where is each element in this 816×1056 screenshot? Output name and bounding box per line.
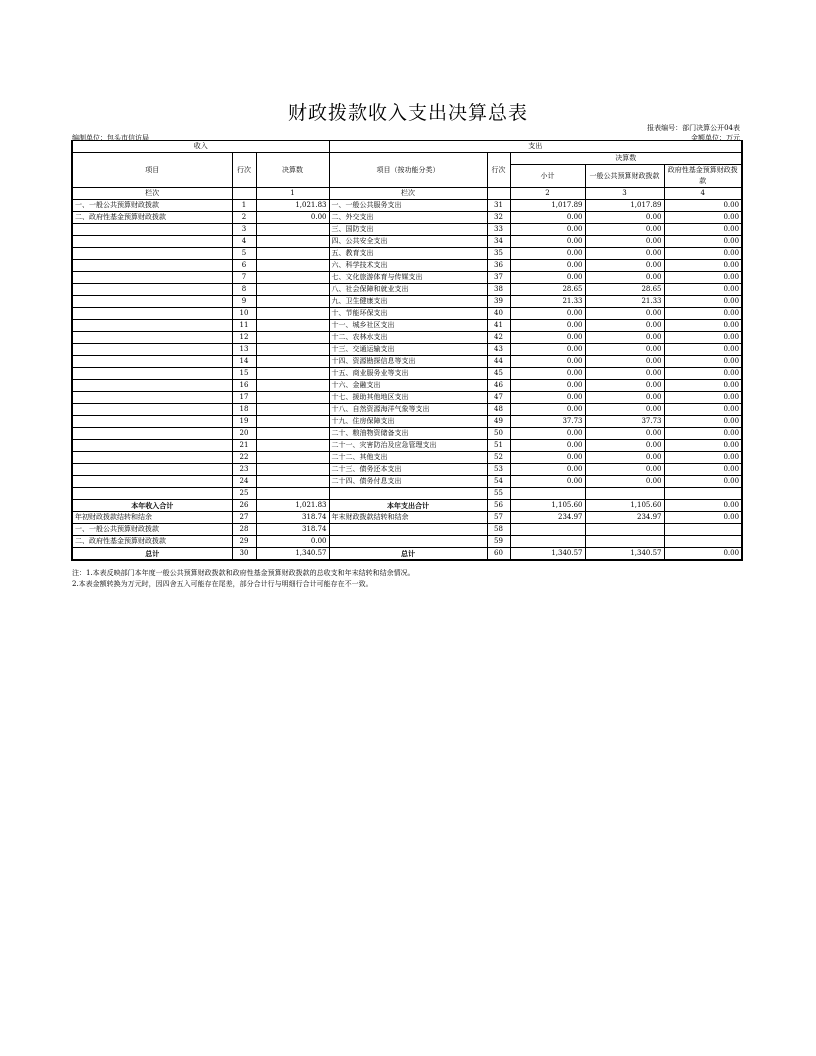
income-item	[72, 368, 232, 380]
amount-unit: 金额单位：万元	[691, 134, 740, 142]
expense-line-no: 35	[487, 248, 510, 260]
income-line-no: 1	[232, 200, 256, 212]
table-row	[72, 548, 742, 561]
income-amount	[256, 488, 329, 500]
income-item	[72, 344, 232, 356]
income-amount: 1,021.83	[256, 500, 329, 512]
expense-general-budget: 1,017.89	[585, 200, 664, 212]
table-row	[72, 344, 742, 356]
expense-general-budget: 21.33	[585, 296, 664, 308]
expense-item: 二十三、债务还本支出	[329, 464, 487, 476]
income-line-no: 21	[232, 440, 256, 452]
income-amount	[256, 272, 329, 284]
income-amount: 0.00	[256, 536, 329, 548]
income-amount	[256, 320, 329, 332]
expense-gov-fund: 0.00	[664, 500, 742, 512]
expense-gov-fund: 0.00	[664, 224, 742, 236]
general-budget-header: 一般公共预算财政拨款	[585, 165, 664, 188]
income-line-no: 16	[232, 380, 256, 392]
income-line-no: 25	[232, 488, 256, 500]
table-row	[72, 416, 742, 428]
expense-subtotal: 0.00	[510, 320, 585, 332]
income-amount: 318.74	[256, 512, 329, 524]
expense-item: 二、外交支出	[329, 212, 487, 224]
expense-general-budget: 0.00	[585, 332, 664, 344]
expense-subtotal: 0.00	[510, 332, 585, 344]
table-row	[72, 212, 742, 224]
income-item-header: 项目	[72, 153, 232, 188]
income-item	[72, 440, 232, 452]
income-amount	[256, 416, 329, 428]
expense-gov-fund: 0.00	[664, 320, 742, 332]
report-title: 财政拨款收入支出决算总表	[287, 102, 528, 124]
expense-subtotal	[510, 536, 585, 548]
income-line-no: 18	[232, 404, 256, 416]
expense-item: 三、国防支出	[329, 224, 487, 236]
expense-subtotal: 0.00	[510, 212, 585, 224]
expense-line-no: 41	[487, 320, 510, 332]
expense-item: 十八、自然资源海洋气象等支出	[329, 404, 487, 416]
income-amount	[256, 440, 329, 452]
expense-item: 十七、援助其他地区支出	[329, 392, 487, 404]
income-item: 二、政府性基金预算财政拨款	[72, 212, 232, 224]
income-line-no: 8	[232, 284, 256, 296]
income-amount	[256, 428, 329, 440]
income-line-no: 19	[232, 416, 256, 428]
income-amount	[256, 404, 329, 416]
income-item	[72, 248, 232, 260]
income-amount	[256, 356, 329, 368]
income-line-no: 13	[232, 344, 256, 356]
income-line-no: 27	[232, 512, 256, 524]
expense-header: 支出	[329, 141, 742, 153]
income-item	[72, 452, 232, 464]
expense-general-budget: 0.00	[585, 320, 664, 332]
expense-subtotal: 0.00	[510, 272, 585, 284]
expense-gov-fund: 0.00	[664, 380, 742, 392]
footnote-1: 注：1.本表反映部门本年度一般公共预算财政拨款和政府性基金预算财政拨款的总收支和年末结转和结余情况。	[72, 569, 415, 577]
expense-gov-fund: 0.00	[664, 248, 742, 260]
expense-line-no: 33	[487, 224, 510, 236]
expense-gov-fund: 0.00	[664, 452, 742, 464]
expense-gov-fund: 0.00	[664, 236, 742, 248]
expense-gov-fund: 0.00	[664, 548, 742, 561]
income-amount	[256, 368, 329, 380]
table-row	[72, 464, 742, 476]
footnotes	[72, 568, 415, 590]
expense-line-no: 37	[487, 272, 510, 284]
income-line-no: 11	[232, 320, 256, 332]
expense-line-no: 50	[487, 428, 510, 440]
expense-item: 十四、资源勘探信息等支出	[329, 356, 487, 368]
income-line-no: 23	[232, 464, 256, 476]
expense-line-no: 52	[487, 452, 510, 464]
expense-item: 十三、交通运输支出	[329, 344, 487, 356]
income-line-no: 24	[232, 476, 256, 488]
expense-subtotal: 0.00	[510, 356, 585, 368]
income-line-header: 行次	[232, 153, 256, 188]
income-line-no: 6	[232, 260, 256, 272]
table-row	[72, 224, 742, 236]
income-amount: 0.00	[256, 212, 329, 224]
expense-gov-fund	[664, 524, 742, 536]
expense-general-budget: 0.00	[585, 476, 664, 488]
income-item	[72, 404, 232, 416]
income-line-no: 22	[232, 452, 256, 464]
expense-item: 七、文化旅游体育与传媒支出	[329, 272, 487, 284]
expense-item: 十五、商业服务业等支出	[329, 368, 487, 380]
income-header: 收入	[72, 141, 329, 153]
expense-line-no: 49	[487, 416, 510, 428]
expense-general-budget: 0.00	[585, 392, 664, 404]
expense-general-budget: 0.00	[585, 248, 664, 260]
expense-subtotal: 0.00	[510, 368, 585, 380]
expense-subtotal: 0.00	[510, 476, 585, 488]
expense-general-budget: 0.00	[585, 272, 664, 284]
expense-general-budget: 1,105.60	[585, 500, 664, 512]
empty-cell	[487, 188, 510, 200]
expense-subtotal: 21.33	[510, 296, 585, 308]
table-row	[72, 260, 742, 272]
income-item	[72, 476, 232, 488]
expense-subtotal: 0.00	[510, 224, 585, 236]
income-amount	[256, 260, 329, 272]
expense-line-no: 42	[487, 332, 510, 344]
income-amount: 1,340.57	[256, 548, 329, 561]
expense-general-budget	[585, 536, 664, 548]
expense-line-no: 34	[487, 236, 510, 248]
income-amount	[256, 296, 329, 308]
table-row	[72, 488, 742, 500]
expense-item: 五、教育支出	[329, 248, 487, 260]
column-label-expense: 栏次	[329, 188, 487, 200]
expense-item: 二十二、其他支出	[329, 452, 487, 464]
expense-gov-fund: 0.00	[664, 332, 742, 344]
expense-general-budget: 0.00	[585, 452, 664, 464]
footnote-2: 2.本表金额转换为万元时，因四舍五入可能存在尾差，部分合计行与明细行合计可能存在不一致。	[72, 580, 373, 588]
income-amount-header: 决算数	[256, 153, 329, 188]
expense-subtotal: 0.00	[510, 344, 585, 356]
income-item	[72, 416, 232, 428]
income-item	[72, 236, 232, 248]
income-amount	[256, 284, 329, 296]
expense-line-no: 53	[487, 464, 510, 476]
expense-item: 八、社会保障和就业支出	[329, 284, 487, 296]
expense-item: 十六、金融支出	[329, 380, 487, 392]
table-row	[72, 320, 742, 332]
expense-item: 一、一般公共服务支出	[329, 200, 487, 212]
income-item	[72, 272, 232, 284]
expense-line-no: 60	[487, 548, 510, 561]
table-row	[72, 476, 742, 488]
expense-general-budget: 0.00	[585, 260, 664, 272]
income-item	[72, 296, 232, 308]
expense-general-budget: 0.00	[585, 428, 664, 440]
income-line-no: 14	[232, 356, 256, 368]
income-line-no: 3	[232, 224, 256, 236]
income-line-no: 4	[232, 236, 256, 248]
expense-line-header: 行次	[487, 153, 510, 188]
expense-amount-header: 决算数	[510, 153, 742, 165]
expense-gov-fund: 0.00	[664, 464, 742, 476]
column-number-1: 1	[256, 188, 329, 200]
subtotal-header: 小计	[510, 165, 585, 188]
reporting-organization: 编制单位：包头市信访局	[72, 134, 149, 142]
table-row	[72, 272, 742, 284]
expense-gov-fund	[664, 488, 742, 500]
expense-line-no: 31	[487, 200, 510, 212]
income-item: 一、一般公共预算财政拨款	[72, 200, 232, 212]
expense-item: 九、卫生健康支出	[329, 296, 487, 308]
expense-line-no: 46	[487, 380, 510, 392]
column-number-4: 4	[664, 188, 742, 200]
income-amount: 1,021.83	[256, 200, 329, 212]
expense-subtotal: 1,105.60	[510, 500, 585, 512]
expense-item: 十一、城乡社区支出	[329, 320, 487, 332]
table-row	[72, 236, 742, 248]
table-row	[72, 524, 742, 536]
expense-general-budget: 0.00	[585, 356, 664, 368]
income-amount	[256, 224, 329, 236]
table-row	[72, 452, 742, 464]
table-row	[72, 512, 742, 524]
expense-line-no: 39	[487, 296, 510, 308]
table-row	[72, 284, 742, 296]
income-item: 年初财政拨款结转和结余	[72, 512, 232, 524]
income-amount	[256, 308, 329, 320]
income-line-no: 28	[232, 524, 256, 536]
income-line-no: 26	[232, 500, 256, 512]
table-row	[72, 368, 742, 380]
income-line-no: 20	[232, 428, 256, 440]
expense-general-budget: 37.73	[585, 416, 664, 428]
expense-gov-fund: 0.00	[664, 440, 742, 452]
expense-item: 十二、农林水支出	[329, 332, 487, 344]
column-number-2: 2	[510, 188, 585, 200]
expense-line-no: 40	[487, 308, 510, 320]
income-line-no: 5	[232, 248, 256, 260]
expense-item	[329, 536, 487, 548]
expense-gov-fund	[664, 536, 742, 548]
expense-line-no: 59	[487, 536, 510, 548]
expense-line-no: 56	[487, 500, 510, 512]
expense-subtotal: 0.00	[510, 380, 585, 392]
expense-general-budget: 0.00	[585, 212, 664, 224]
income-line-no: 10	[232, 308, 256, 320]
income-item	[72, 224, 232, 236]
income-item	[72, 284, 232, 296]
expense-item	[329, 524, 487, 536]
income-amount	[256, 392, 329, 404]
income-amount	[256, 380, 329, 392]
table-row	[72, 440, 742, 452]
expense-gov-fund: 0.00	[664, 308, 742, 320]
expense-subtotal: 0.00	[510, 236, 585, 248]
income-item	[72, 392, 232, 404]
income-item	[72, 428, 232, 440]
expense-subtotal	[510, 488, 585, 500]
expense-item: 本年支出合计	[329, 500, 487, 512]
expense-general-budget: 0.00	[585, 440, 664, 452]
income-item	[72, 320, 232, 332]
expense-line-no: 32	[487, 212, 510, 224]
income-line-no: 9	[232, 296, 256, 308]
table-row	[72, 332, 742, 344]
expense-general-budget: 0.00	[585, 404, 664, 416]
income-item: 二、政府性基金预算财政拨款	[72, 536, 232, 548]
expense-subtotal: 0.00	[510, 404, 585, 416]
expense-subtotal: 37.73	[510, 416, 585, 428]
income-amount	[256, 248, 329, 260]
expense-gov-fund: 0.00	[664, 284, 742, 296]
income-line-no: 15	[232, 368, 256, 380]
income-line-no: 30	[232, 548, 256, 561]
expense-general-budget: 234.97	[585, 512, 664, 524]
income-amount	[256, 332, 329, 344]
expense-gov-fund: 0.00	[664, 476, 742, 488]
expense-line-no: 48	[487, 404, 510, 416]
empty-cell	[232, 188, 256, 200]
form-number: 报表编号：部门决算公开04表	[647, 124, 740, 132]
expense-subtotal: 0.00	[510, 260, 585, 272]
expense-line-no: 47	[487, 392, 510, 404]
income-item	[72, 488, 232, 500]
expense-general-budget: 0.00	[585, 380, 664, 392]
expense-line-no: 44	[487, 356, 510, 368]
expense-line-no: 38	[487, 284, 510, 296]
income-amount	[256, 236, 329, 248]
expense-subtotal: 0.00	[510, 440, 585, 452]
income-item: 总计	[72, 548, 232, 561]
expense-subtotal: 1,017.89	[510, 200, 585, 212]
income-item	[72, 332, 232, 344]
income-item: 一、一般公共预算财政拨款	[72, 524, 232, 536]
expense-line-no: 36	[487, 260, 510, 272]
table-row	[72, 248, 742, 260]
expense-general-budget: 0.00	[585, 224, 664, 236]
table-row	[72, 380, 742, 392]
expense-gov-fund: 0.00	[664, 212, 742, 224]
table-body	[72, 200, 742, 561]
expense-item: 年末财政拨款结转和结余	[329, 512, 487, 524]
expense-subtotal: 0.00	[510, 392, 585, 404]
expense-gov-fund: 0.00	[664, 272, 742, 284]
table-row	[72, 356, 742, 368]
expense-gov-fund: 0.00	[664, 416, 742, 428]
expense-subtotal: 1,340.57	[510, 548, 585, 561]
expense-gov-fund: 0.00	[664, 428, 742, 440]
expense-general-budget	[585, 488, 664, 500]
expense-gov-fund: 0.00	[664, 368, 742, 380]
income-amount	[256, 344, 329, 356]
expense-subtotal: 234.97	[510, 512, 585, 524]
income-line-no: 17	[232, 392, 256, 404]
expense-item: 总计	[329, 548, 487, 561]
expense-general-budget: 28.65	[585, 284, 664, 296]
expense-line-no: 43	[487, 344, 510, 356]
expense-subtotal: 0.00	[510, 308, 585, 320]
income-item	[72, 260, 232, 272]
expense-item: 十九、住房保障支出	[329, 416, 487, 428]
income-item	[72, 308, 232, 320]
expense-subtotal: 0.00	[510, 464, 585, 476]
expense-line-no: 55	[487, 488, 510, 500]
expense-line-no: 51	[487, 440, 510, 452]
expense-gov-fund: 0.00	[664, 260, 742, 272]
expense-item: 二十一、灾害防治及应急管理支出	[329, 440, 487, 452]
expense-subtotal	[510, 524, 585, 536]
expense-line-no: 57	[487, 512, 510, 524]
table-row	[72, 200, 742, 212]
expense-subtotal: 0.00	[510, 248, 585, 260]
table-row	[72, 404, 742, 416]
table-row	[72, 296, 742, 308]
expense-item-header: 项目（按功能分类）	[329, 153, 487, 188]
income-amount	[256, 464, 329, 476]
income-amount: 318.74	[256, 524, 329, 536]
expense-item: 十、节能环保支出	[329, 308, 487, 320]
expense-item: 四、公共安全支出	[329, 236, 487, 248]
report-table	[71, 140, 743, 561]
expense-item	[329, 488, 487, 500]
expense-general-budget: 0.00	[585, 236, 664, 248]
table-row	[72, 428, 742, 440]
income-item	[72, 356, 232, 368]
income-line-no: 29	[232, 536, 256, 548]
income-amount	[256, 476, 329, 488]
income-item	[72, 464, 232, 476]
table-row	[72, 392, 742, 404]
income-item	[72, 380, 232, 392]
expense-gov-fund: 0.00	[664, 296, 742, 308]
expense-general-budget: 0.00	[585, 308, 664, 320]
expense-general-budget: 1,340.57	[585, 548, 664, 561]
expense-item: 二十、粮油物资储备支出	[329, 428, 487, 440]
expense-subtotal: 0.00	[510, 452, 585, 464]
table-row	[72, 536, 742, 548]
expense-gov-fund: 0.00	[664, 404, 742, 416]
table-header	[72, 141, 742, 200]
expense-general-budget	[585, 524, 664, 536]
expense-item: 六、科学技术支出	[329, 260, 487, 272]
expense-item: 二十四、债务付息支出	[329, 476, 487, 488]
expense-gov-fund: 0.00	[664, 392, 742, 404]
expense-subtotal: 0.00	[510, 428, 585, 440]
table-row	[72, 308, 742, 320]
income-amount	[256, 452, 329, 464]
expense-general-budget: 0.00	[585, 464, 664, 476]
income-item: 本年收入合计	[72, 500, 232, 512]
income-line-no: 7	[232, 272, 256, 284]
income-line-no: 12	[232, 332, 256, 344]
expense-general-budget: 0.00	[585, 344, 664, 356]
expense-gov-fund: 0.00	[664, 344, 742, 356]
expense-gov-fund: 0.00	[664, 200, 742, 212]
expense-gov-fund: 0.00	[664, 356, 742, 368]
expense-line-no: 58	[487, 524, 510, 536]
table-row	[72, 500, 742, 512]
expense-general-budget: 0.00	[585, 368, 664, 380]
expense-subtotal: 28.65	[510, 284, 585, 296]
expense-line-no: 45	[487, 368, 510, 380]
income-line-no: 2	[232, 212, 256, 224]
expense-line-no: 54	[487, 476, 510, 488]
column-label: 栏次	[72, 188, 232, 200]
column-number-3: 3	[585, 188, 664, 200]
gov-fund-header: 政府性基金预算财政拨款	[664, 165, 742, 188]
expense-gov-fund: 0.00	[664, 512, 742, 524]
